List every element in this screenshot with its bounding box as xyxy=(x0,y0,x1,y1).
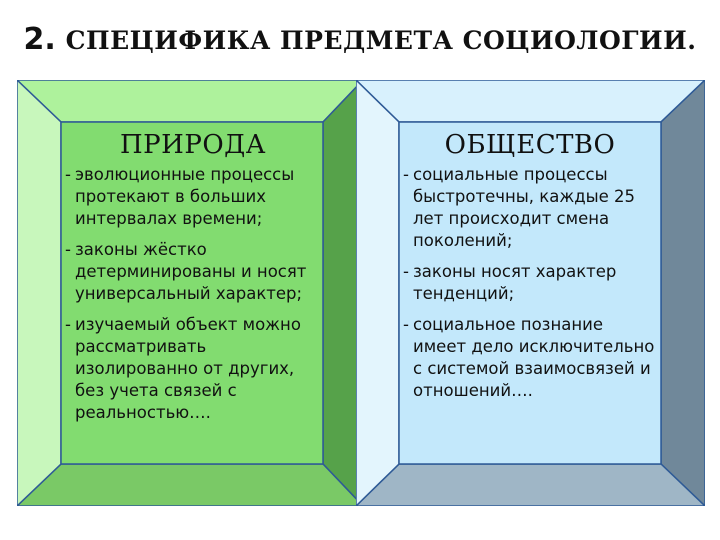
list-item: - социальное познание имеет дело исключительно с системой взаимосвязей и отношений…. xyxy=(403,315,655,400)
list-item: - эволюционные процессы протекают в больших интервалах времени; xyxy=(65,165,295,228)
list-item: - законы жёстко детерминированы и носят универсальный характер; xyxy=(65,240,307,303)
nature-bevel-top xyxy=(17,80,363,122)
nature-bevel-left xyxy=(17,80,61,506)
list-item: - законы носят характер тенденций; xyxy=(403,262,617,303)
nature-heading: ПРИРОДА xyxy=(120,130,266,160)
society-bevel-right xyxy=(661,80,705,506)
nature-item-text: изучаемый объект можно рассматривать изолированно от других, без учета связей с реальностью…. xyxy=(75,315,301,422)
nature-item-text: эволюционные процессы протекают в больших интервалах времени; xyxy=(75,165,295,228)
society-bevel-left xyxy=(356,80,399,506)
title-text: СПЕЦИФИКА ПРЕДМЕТА СОЦИОЛОГИИ. xyxy=(65,26,697,55)
list-item: - изучаемый объект можно рассматривать изолированно от других, без учета связей с реальностью…. xyxy=(65,315,301,422)
nature-bevel-bottom xyxy=(17,464,363,506)
society-panel xyxy=(356,80,705,506)
title-number: 2. xyxy=(23,22,56,57)
list-item: - социальные процессы быстротечны, каждые 25 лет происходит смена поколений; xyxy=(403,165,636,250)
society-bevel-top xyxy=(356,80,705,122)
page-title xyxy=(0,22,720,57)
society-list xyxy=(405,164,655,402)
society-item-text: социальное познание имеет дело исключительно с системой взаимосвязей и отношений…. xyxy=(413,315,655,400)
nature-list xyxy=(67,164,319,424)
society-item-text: социальные процессы быстротечны, каждые 25 лет происходит смена поколений; xyxy=(413,165,636,250)
nature-face xyxy=(61,122,323,464)
society-item-text: законы носят характер тенденций; xyxy=(413,262,617,303)
society-heading: ОБЩЕСТВО xyxy=(444,130,616,160)
nature-panel xyxy=(17,80,363,506)
society-bevel-bottom xyxy=(356,464,705,506)
nature-item-text: законы жёстко детерминированы и носят универсальный характер; xyxy=(75,240,307,303)
society-face xyxy=(399,122,661,464)
